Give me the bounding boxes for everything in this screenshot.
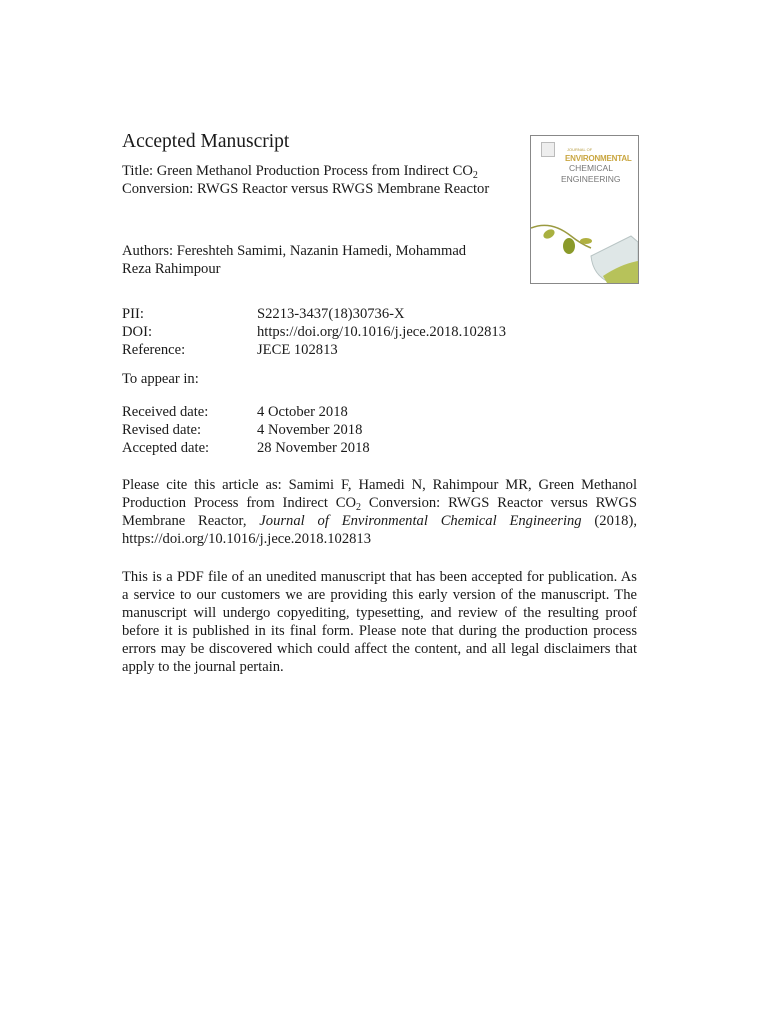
citation-text: Conversion: RWGS Reactor versus RWGS Membrane Reactor,: [122, 495, 637, 529]
value: 4 October 2018: [257, 404, 348, 420]
cover-text: CHEMICAL: [569, 163, 613, 173]
doi-row: [122, 323, 637, 341]
title-label: Title:: [122, 163, 157, 179]
title-text: Green Methanol Production Process from Indirect CO: [156, 163, 473, 179]
to-appear-label: To appear in:: [122, 371, 199, 387]
label: Received date:: [122, 404, 209, 420]
subscript: 2: [472, 170, 478, 181]
citation-text: (2018), https://doi.org/10.1016/j.jece.2018.102813: [122, 513, 637, 547]
plant-flask-illustration: [531, 136, 638, 283]
value: S2213-3437(18)30736-X: [257, 306, 405, 322]
doi-link[interactable]: https://doi.org/10.1016/j.jece.2018.102813: [257, 324, 507, 340]
label: Reference:: [122, 342, 186, 358]
manuscript-title: [122, 162, 520, 198]
label: Revised date:: [122, 422, 202, 438]
subscript: 2: [356, 502, 362, 513]
value: 28 November 2018: [257, 440, 370, 456]
journal-name: Journal of Environmental Chemical Engineering: [259, 513, 582, 529]
reference-row: [122, 341, 637, 359]
cover-text: JOURNAL OF: [567, 147, 593, 152]
cover-text: ENVIRONMENTAL: [565, 154, 632, 163]
identifiers: [122, 305, 637, 359]
authors: Authors: Fereshteh Samimi, Nazanin Hamedi, Mohammad Reza Rahimpour: [122, 243, 467, 277]
received-row: [122, 403, 637, 421]
label: DOI:: [122, 324, 152, 340]
accepted-row: [122, 439, 637, 457]
journal-cover-image: [530, 135, 639, 284]
revised-row: [122, 421, 637, 439]
citation-text: Please cite this article as: Samimi F, Hamedi N, Rahimpour MR, Green Methanol Production Process from Indirect CO: [122, 477, 637, 511]
cover-text: ENGINEERING: [561, 174, 621, 184]
title-text: Conversion: RWGS Reactor versus RWGS Membrane Reactor: [122, 181, 490, 197]
value: JECE 102813: [257, 342, 338, 358]
disclaimer-paragraph: This is a PDF file of an unedited manuscript that has been accepted for publication. As a service to our customers we are providing this early version of the manuscript. The manuscript will undergo copyediting, typesetting, and review of the resulting proof before it is published in its final form. Please note that during the production process errors may be discovered which could affect the content, and all legal disclaimers that apply to the journal pertain.: [122, 569, 637, 675]
label: Accepted date:: [122, 440, 210, 456]
pii-row: [122, 305, 637, 323]
label: PII:: [122, 306, 144, 322]
citation-paragraph: [122, 476, 637, 548]
page-heading: Accepted Manuscript: [122, 131, 290, 152]
value: 4 November 2018: [257, 422, 363, 438]
dates: [122, 403, 637, 457]
